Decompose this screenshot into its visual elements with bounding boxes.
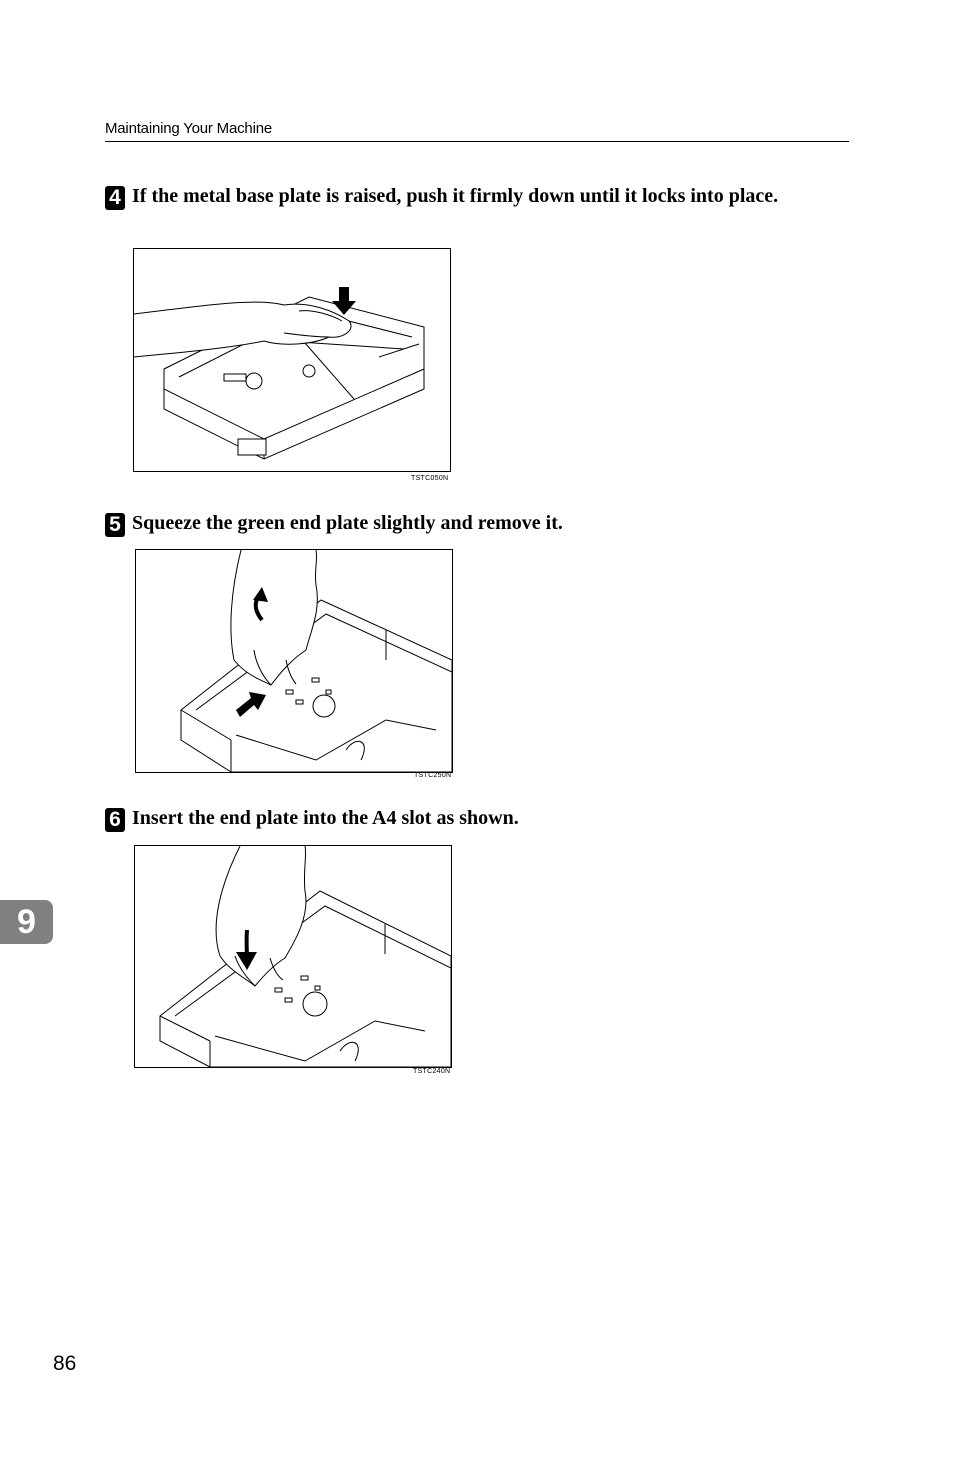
- step-number-badge: 6: [105, 808, 125, 832]
- chapter-tab: 9: [0, 900, 53, 944]
- running-header: [105, 120, 849, 142]
- step-instruction: If the metal base plate is raised, push it firmly down until it locks into place.: [132, 185, 779, 207]
- figure-code: TSTC050N: [411, 475, 449, 482]
- step-5: [105, 511, 849, 536]
- step-number-badge: 4: [105, 186, 125, 210]
- page-number: 86: [53, 1352, 77, 1375]
- step-4: [105, 184, 849, 209]
- step-6: [105, 806, 849, 831]
- illustration-insert-end-plate: [134, 845, 452, 1068]
- illustration-remove-end-plate: [135, 549, 453, 773]
- step-instruction: Squeeze the green end plate slightly and remove it.: [132, 512, 563, 534]
- figure-code: TSTC250N: [414, 772, 452, 779]
- running-title: Maintaining Your Machine: [105, 120, 272, 137]
- illustration-push-base-plate: [133, 248, 451, 472]
- step-number-badge: 5: [105, 513, 125, 537]
- figure-code: TSTC240N: [413, 1068, 451, 1075]
- step-instruction: Insert the end plate into the A4 slot as shown.: [132, 807, 519, 829]
